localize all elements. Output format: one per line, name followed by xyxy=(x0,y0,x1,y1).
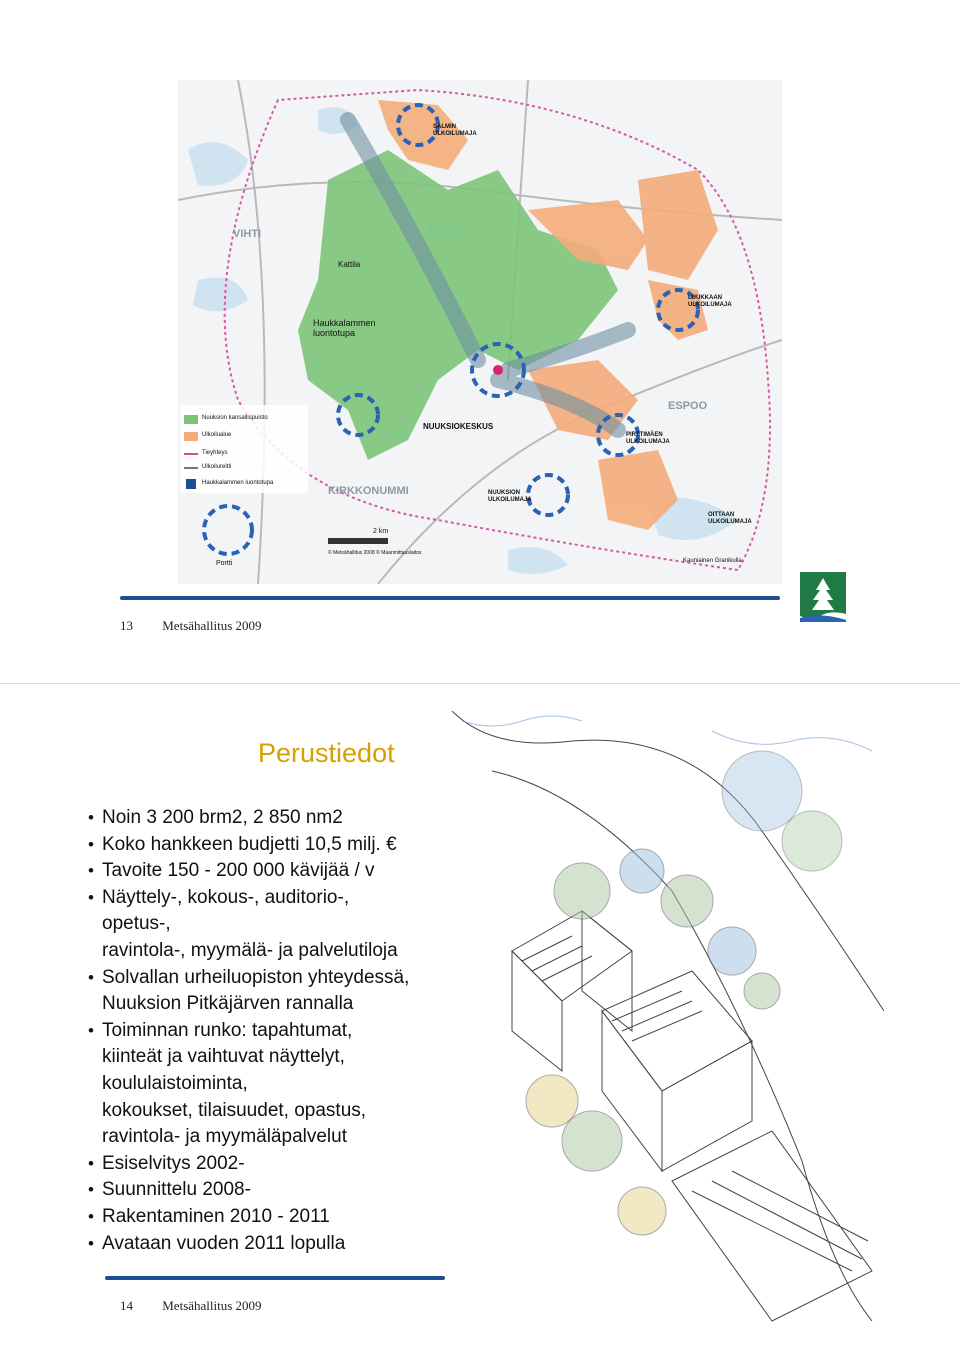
map-label-kirkkonummi: KIRKKONUMMI xyxy=(328,485,409,497)
list-item: • Rakentaminen 2010 - 2011 xyxy=(88,1204,508,1231)
page-number: 14 xyxy=(120,1298,133,1313)
map-label-nuuksiokeskus: NUUKSIOKESKUS xyxy=(423,422,494,431)
footer xyxy=(120,1298,262,1314)
map-label-espoo: ESPOO xyxy=(668,400,708,412)
slide-13 xyxy=(0,0,960,683)
map-label-luukki: LUUKKAAN ULKOILUMAJA xyxy=(688,295,732,308)
list-item: • Tavoite 150 - 200 000 kävijää / v xyxy=(88,858,508,885)
footer-org: Metsähallitus 2009 xyxy=(162,618,262,633)
map-label-oittaa: OITTAAN ULKOILUMAJA xyxy=(708,512,752,525)
map-label-haukkalampi: Haukkalammen luontotupa xyxy=(313,318,376,338)
map-label-kattila: Kattila xyxy=(338,260,361,269)
map-credit: © Metsähallitus 2008 © Maanmittauslaitos xyxy=(328,550,422,556)
list-item: • Noin 3 200 brm2, 2 850 nm2 xyxy=(88,805,508,832)
legend-item-road: Tieyhteys xyxy=(202,450,228,456)
footer-org: Metsähallitus 2009 xyxy=(162,1298,262,1313)
metsahallitus-logo xyxy=(800,572,846,622)
map-label-nuuksio-majat: NUUKSION ULKOILUMAJA xyxy=(488,490,532,503)
map-label-salmi: SALMIN ULKOILUMAJA xyxy=(433,124,477,137)
list-item: • Suunnittelu 2008- xyxy=(88,1177,508,1204)
slide-14 xyxy=(0,683,960,1367)
legend-item-recreation: Ulkoilualue xyxy=(202,432,232,438)
legend-item-trail: Ulkoilureitti xyxy=(202,464,232,470)
list-item: • Solvallan urheiluopiston yhteydessä, Nuuksion Pitkäjärven rannalla xyxy=(88,965,508,1018)
legend-item-nature-hut: Haukkalammen luontotupa xyxy=(202,480,274,486)
list-item: • Koko hankkeen budjetti 10,5 milj. € xyxy=(88,832,508,859)
footer xyxy=(120,618,262,634)
list-item: • Esiselvitys 2002- xyxy=(88,1151,508,1178)
map-label-vihti: VIHTI xyxy=(233,228,262,240)
map-label-kauniainen: Kauniainen Granikulla xyxy=(683,558,742,564)
legend-item-portal: Portti xyxy=(216,560,233,567)
legend-item-park: Nuuksion kansallispuisto xyxy=(202,415,268,421)
list-item: • Toiminnan runko: tapahtumat, kiinteät ja vaihtuvat näyttelyt, koululaistoiminta, kokoukset, tilaisuudet, opastus, ravintola- ja myymäläpalvelut xyxy=(88,1018,508,1151)
footer-line xyxy=(120,596,780,600)
facts-list xyxy=(88,805,508,1257)
map-label-pirttimaki: PIRTTIMÄEN ULKOILUMAJA xyxy=(626,432,670,445)
footer-line xyxy=(105,1276,445,1280)
list-item: • Avataan vuoden 2011 lopulla xyxy=(88,1231,508,1258)
map-scale-label: 2 km xyxy=(373,528,389,535)
page-number: 13 xyxy=(120,618,133,633)
slide-title: Perustiedot xyxy=(258,738,395,768)
list-item: • Näyttely-, kokous-, auditorio-, opetus-, ravintola-, myymälä- ja palvelutiloja xyxy=(88,885,508,965)
nuuksio-map xyxy=(178,80,782,584)
